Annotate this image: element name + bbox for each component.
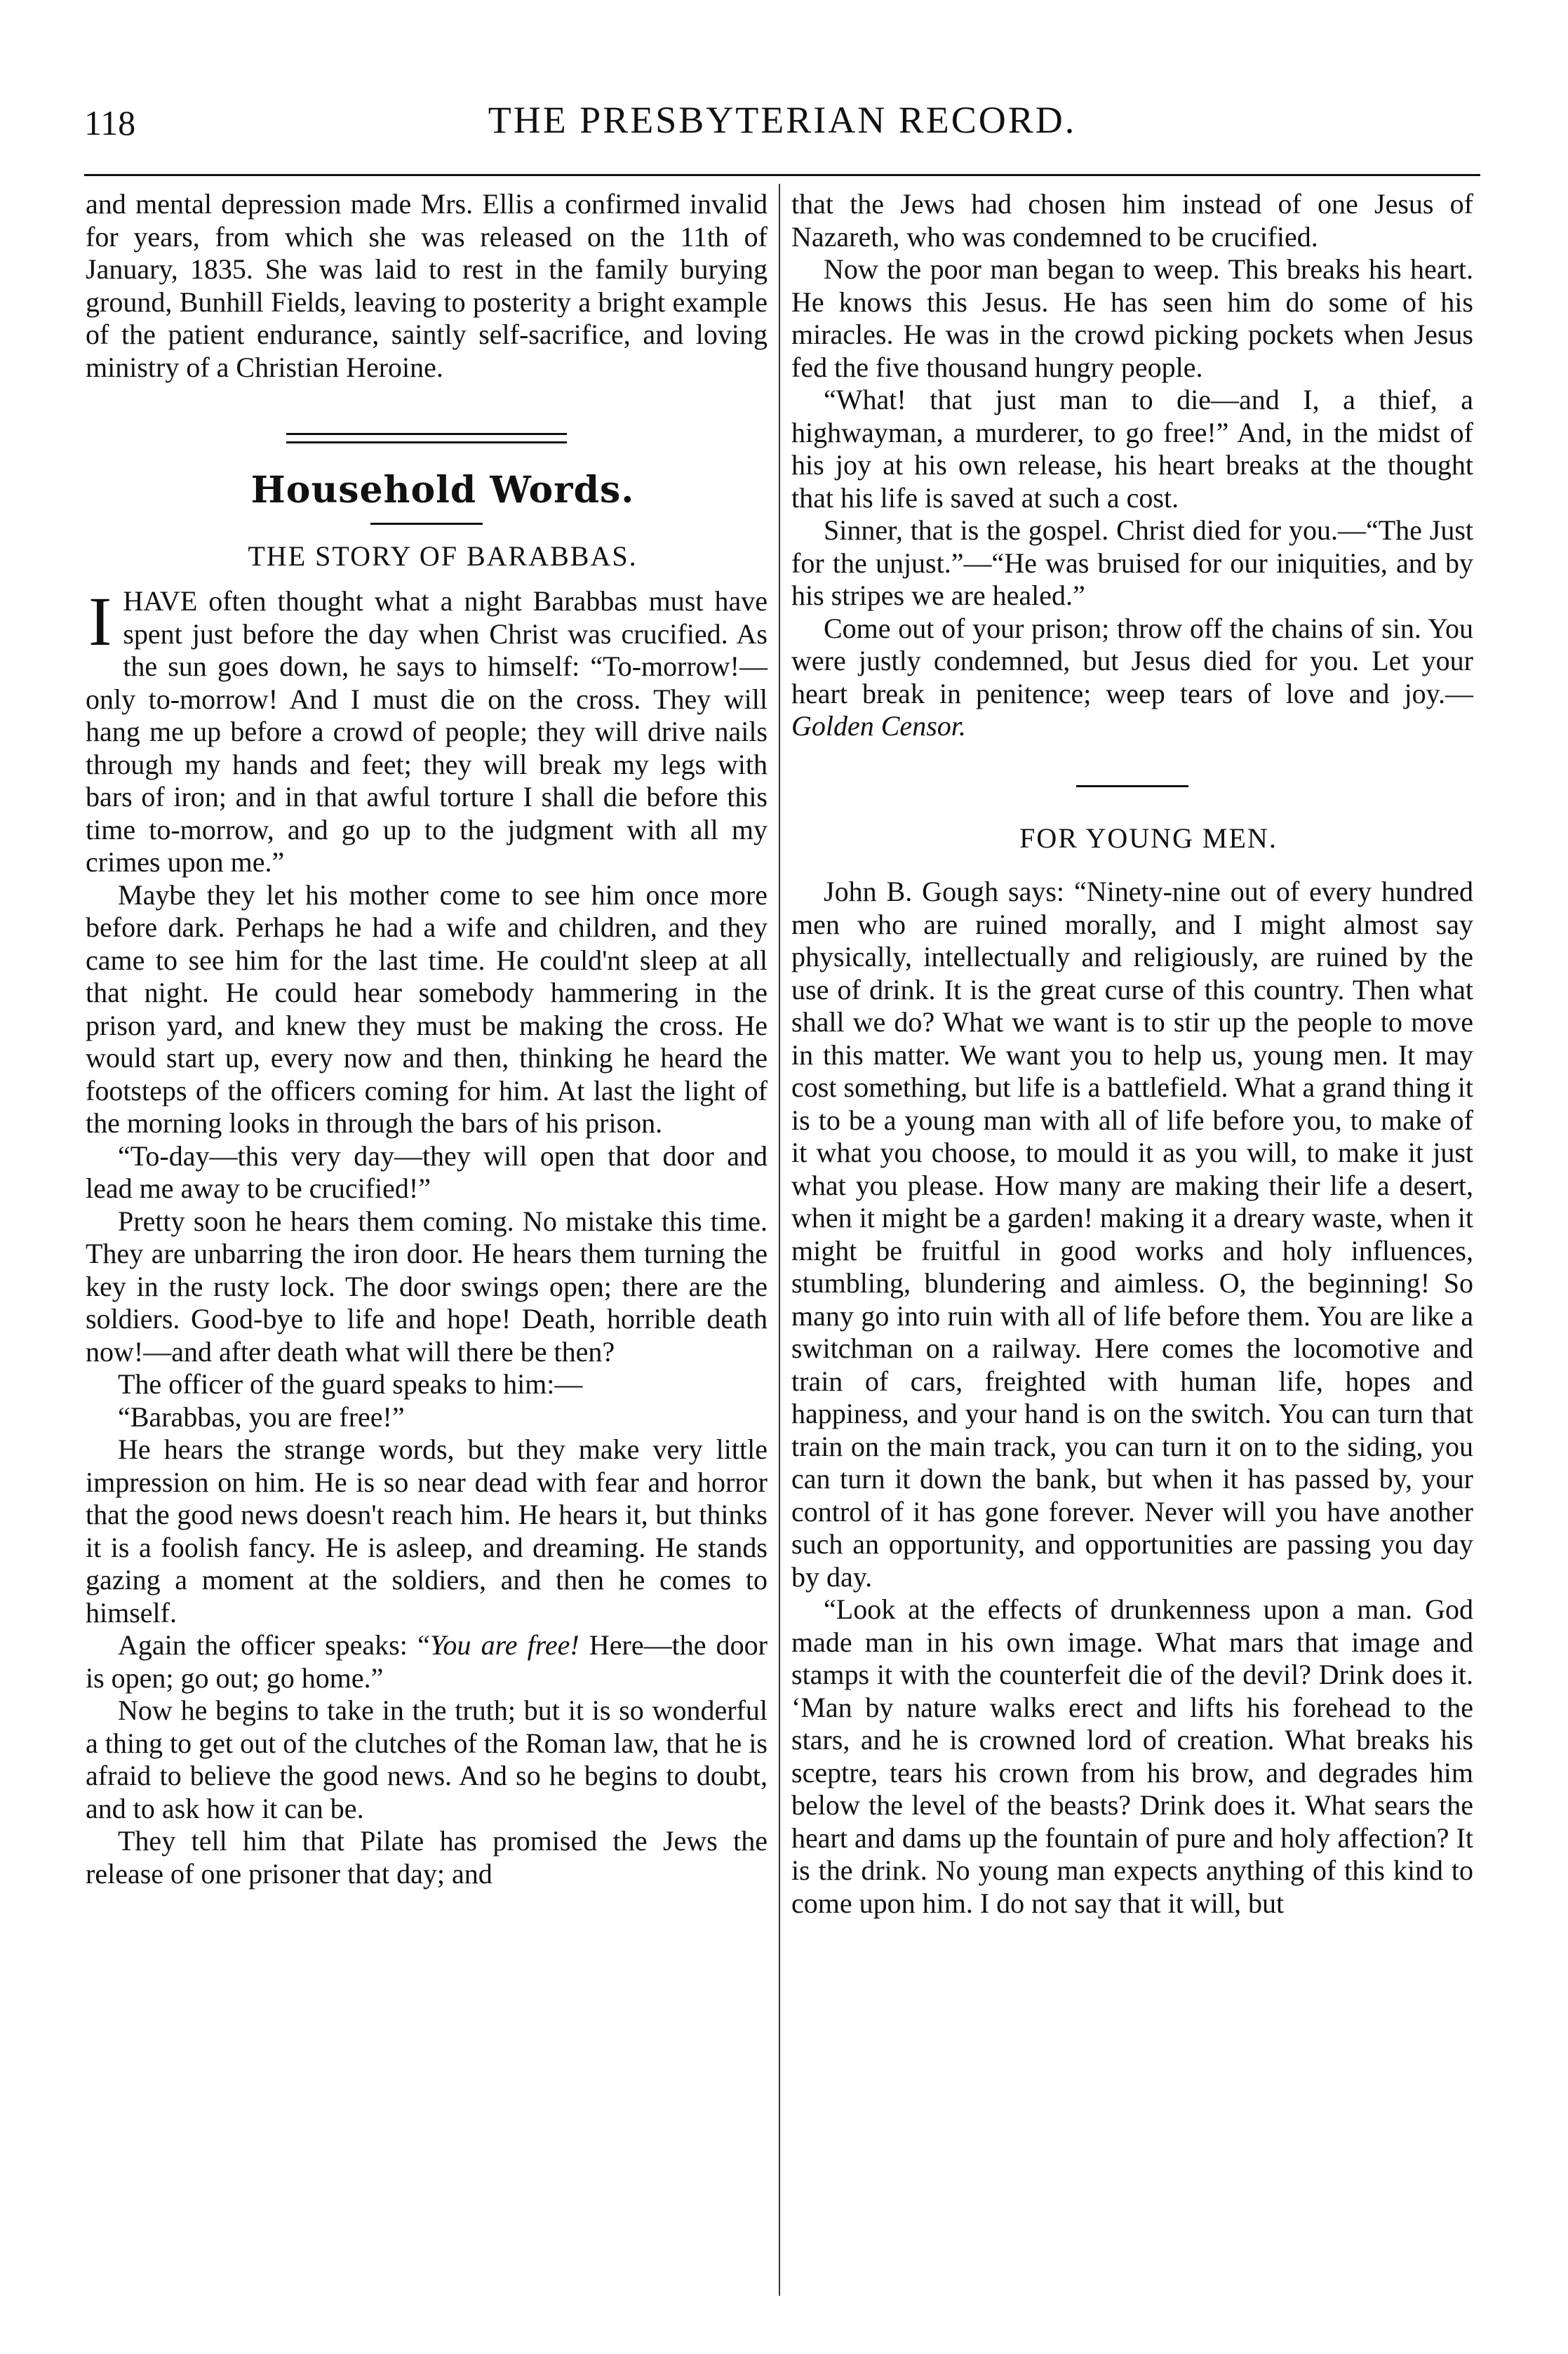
story-paragraph: Now the poor man began to weep. This breaks his heart. He knows this Jesus. He has seen him do some of his miracles. He was in the crowd picking pockets when Jesus fed the five thousand hungry people. <box>791 253 1473 383</box>
story-paragraph: The officer of the guard speaks to him:— <box>118 1368 583 1400</box>
story-paragraph <box>791 613 1473 743</box>
story-paragraph: Sinner, that is the gospel. Christ died for you.—“The Just for the unjust.”—“He was bruised for our iniquities, and by his stripes we are healed.” <box>791 514 1473 611</box>
masthead-title: THE PRESBYTERIAN RECORD. <box>488 99 1077 141</box>
young-men-title: FOR YOUNG MEN. <box>1019 822 1278 854</box>
header-rule <box>84 174 1480 176</box>
story-paragraph-text: HAVE often thought what a night Barabbas must have spent just before the day when Christ was crucified. As the sun goes down, he says to himself: “To-morrow!—only to-morrow! And I must die on the cross. They will hang me up before a crowd of people; they will drive nails through my hands and feet; they will break my legs with bars of iron; and in that awful torture I shall die before this time to-morrow, and go up to the judgment with all my crimes upon me.” <box>86 585 768 878</box>
story-paragraph <box>86 1629 768 1694</box>
story-text: Come out of your prison; throw off the chains of sin. You were justly condemned, but Jesus died for you. Let your heart break in penitence; weep tears of love and joy.— <box>791 612 1473 709</box>
story-paragraph: “To-day—this very day—they will open that door and lead me away to be crucified!” <box>86 1139 768 1204</box>
story-italic-text: You are free! <box>429 1629 579 1661</box>
page-header <box>84 98 1480 161</box>
story-paragraph: He hears the strange words, but they make very little impression on him. He is so near dead with fear and horror that the good news doesn't reach him. He hears it, but thinks it is a foolish fancy. He is asleep, and dreaming. He stands gazing a moment at the soldiers, and then he comes to himself. <box>86 1433 768 1629</box>
department-title: Household Words. <box>250 469 635 511</box>
story-text: Here—the door is open; go out; go home.” <box>86 1629 768 1694</box>
story-text: Again the officer speaks: “ <box>118 1629 430 1661</box>
drop-cap: I <box>88 582 112 660</box>
story-paragraph: Pretty soon he hears them coming. No mistake this time. They are unbarring the iron door. He hears them turning the key in the rusty lock. The door swings open; there are the soldiers. Good-bye to life and hope! Death, horrible death now!—and after death what will there be then? <box>86 1205 768 1367</box>
column-divider <box>779 184 780 2296</box>
story-paragraph: “Barabbas, you are free!” <box>118 1400 405 1433</box>
story-paragraph: Maybe they let his mother come to see him once more before dark. Perhaps he had a wife and children, and they came to see him for the last time. He could'nt sleep at all that night. He could hear somebody hammering in the prison yard, and knew they must be making the cross. He would start up, every now and then, thinking he heard the footsteps of the officers coming for him. At last the light of the morning looks in through the bars of his prison. <box>86 878 768 1139</box>
story-paragraph: that the Jews had chosen him instead of one Jesus of Nazareth, who was condemned to be crucified. <box>791 188 1473 253</box>
right-column <box>791 188 1473 1920</box>
story-paragraph <box>86 582 768 879</box>
section-double-rule <box>286 433 567 443</box>
story-paragraph: They tell him that Pilate has promised the Jews the release of one prisoner that day; and <box>86 1825 768 1890</box>
article-paragraph: “Look at the effects of drunkenness upon a man. God made man in his own image. What mars that image and stamps it with the counterfeit die of the devil? Drink does it. ‘Man by nature walks erect and lifts his forehead to the stars, and he is crowned lord of creation. What breaks his sceptre, tears his crown from his brow, and degrades him below the level of the beasts? Drink does it. What sears the heart and dams up the fountain of pure and holy affection? It is the drink. No young man expects anything of this kind to come upon him. I do not say that it will, but <box>791 1593 1473 1919</box>
page-number: 118 <box>84 103 136 142</box>
story-source: Golden Censor. <box>791 710 966 742</box>
story-paragraph: “What! that just man to die—and I, a thief, a highwayman, a murderer, to go free!” And, in the midst of his joy at his own release, his heart breaks at the thought that his life is saved at such a cost. <box>791 384 1473 514</box>
article-paragraph: John B. Gough says: “Ninety-nine out of every hundred men who are ruined morally, and I might almost say physically, intellectually and religiously, are ruined by the use of drink. It is the great curse of this country. Then what shall we do? What we want is to stir up the people to move in this matter. We want you to help us, young men. It may cost something, but life is a battlefield. What a grand thing it is to be a young man with all of life before you, to make of it what you choose, to mould it as you will, to make it just what you please. How many are making their life a desert, when it might be a garden! making it a dreary waste, when it might be fruitful in good works and holy influences, stumbling, blundering and aimless. O, the beginning! So many go into ruin with all of life before them. You are like a switchman on a railway. Here comes the locomotive and train of cars, freighted with human life, hopes and happiness, and your hand is on the switch. You can turn that train on the main track, you can turn it on to the siding, you can turn it down the bank, but when it has passed by, your control of it has gone forever. Never will you have another such an opportunity, and opportunities are passing you day by day. <box>791 876 1473 1593</box>
left-column <box>86 188 768 1890</box>
story-title: THE STORY OF BARABBAS. <box>248 540 638 572</box>
story-paragraph: Now he begins to take in the truth; but it is so wonderful a thing to get out of the clutches of the Roman law, that he is afraid to believe the good news. And so he begins to doubt, and to ask how it can be. <box>86 1694 768 1824</box>
intro-paragraph: and mental depression made Mrs. Ellis a confirmed invalid for years, from which she was released on the 11th of January, 1835. She was laid to rest in the family burying ground, Bunhill Fields, leaving to posterity a bright example of the patient endurance, saintly self-sacrifice, and loving ministry of a Christian Heroine. <box>86 188 768 383</box>
